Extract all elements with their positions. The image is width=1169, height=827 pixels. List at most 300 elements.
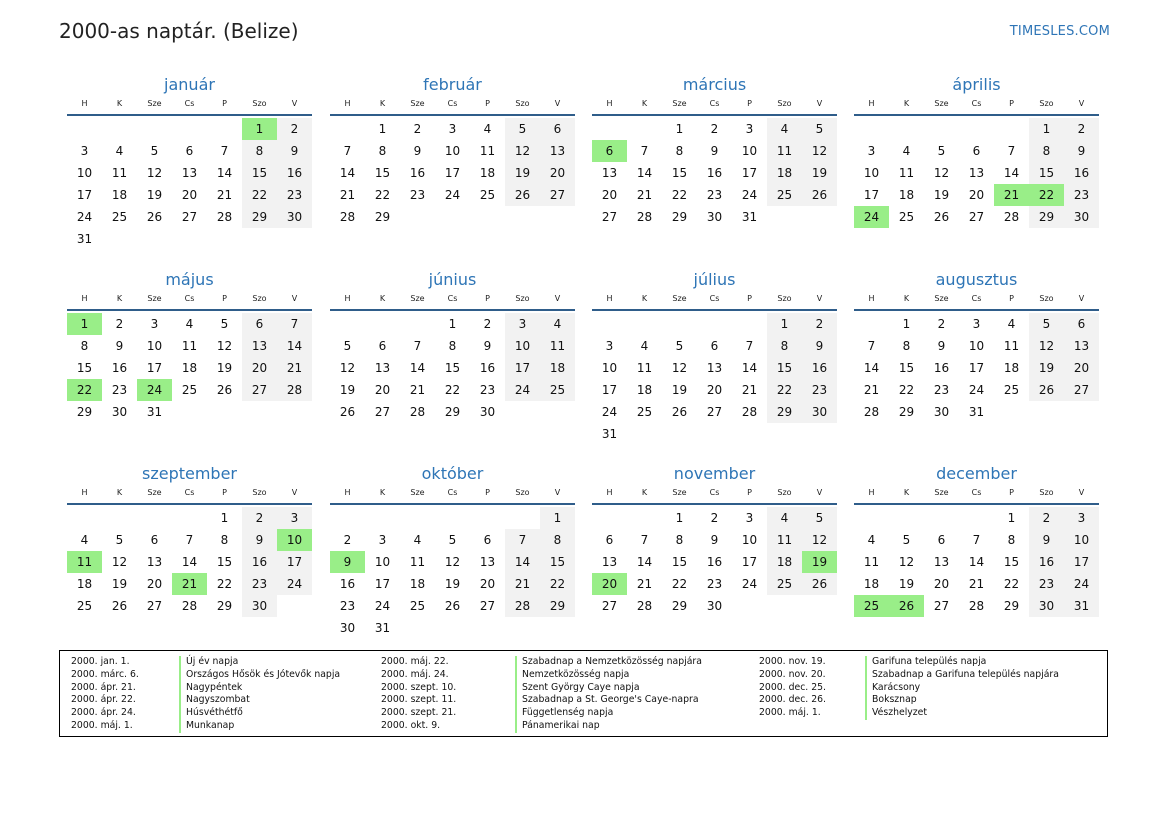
weekday-label: P	[747, 294, 752, 303]
weekday-label: Cs	[184, 99, 195, 108]
day-cell: 28	[339, 210, 356, 224]
weekday-label: Szo	[1039, 294, 1054, 303]
weekday-label: P	[222, 99, 227, 108]
day-cell: 5	[937, 144, 946, 158]
day-cell: 12	[898, 555, 915, 569]
day-cell: 4	[1007, 317, 1016, 331]
weekday-label: Szo	[252, 294, 267, 303]
day-cell: 15	[216, 555, 233, 569]
weekday-label: Szo	[777, 488, 792, 497]
empty-cell	[959, 507, 994, 529]
month-name: október	[421, 464, 484, 483]
day-cell: 6	[150, 533, 159, 547]
day-cell: 31	[741, 210, 758, 224]
weekday-label: Cs	[447, 488, 458, 497]
day-cell: 8	[675, 144, 684, 158]
day-cell: 24	[374, 599, 391, 613]
empty-cell	[592, 507, 627, 529]
brand-logo[interactable]: TIMESLES.COM	[1009, 24, 1110, 39]
weekday-label: P	[747, 99, 752, 108]
day-cell: 20	[601, 188, 618, 202]
month-2	[330, 74, 575, 228]
weekday-label: Cs	[184, 294, 195, 303]
day-cell: 14	[636, 166, 653, 180]
empty-cell	[994, 118, 1029, 140]
day-cell: 9	[242, 529, 277, 551]
legend-date: 2000. dec. 25.	[759, 681, 826, 693]
day-cell: 8	[220, 533, 229, 547]
day-cell: 14	[277, 335, 312, 357]
day-cell: 25	[181, 383, 198, 397]
day-cell: 3	[605, 339, 614, 353]
day-cell: 17	[76, 188, 93, 202]
weekday-label: Cs	[709, 294, 720, 303]
day-cell: 6	[242, 313, 277, 335]
empty-cell	[67, 118, 102, 140]
day-cell: 27	[601, 599, 618, 613]
weekday-label: Cs	[447, 99, 458, 108]
day-cell: 12	[111, 555, 128, 569]
weekday-label: P	[1009, 488, 1014, 497]
day-cell: 1	[767, 313, 802, 335]
day-cell: 11	[181, 339, 198, 353]
day-grid	[854, 116, 1099, 228]
day-cell: 9	[1064, 140, 1099, 162]
day-cell: 10	[444, 144, 461, 158]
month-6	[330, 269, 575, 423]
day-cell: 6	[972, 144, 981, 158]
day-cell: 23	[242, 573, 277, 595]
weekday-label: Sze	[934, 294, 949, 303]
weekday-header	[854, 98, 1099, 116]
weekday-header	[854, 487, 1099, 505]
day-cell: 3	[745, 122, 754, 136]
weekday-header	[592, 98, 837, 116]
day-cell: 25	[479, 188, 496, 202]
month-name: június	[428, 270, 477, 289]
day-cell: 23	[339, 599, 356, 613]
day-cell: 22	[1003, 577, 1020, 591]
legend-names-column	[865, 656, 1059, 720]
day-cell: 2	[413, 122, 422, 136]
day-cell: 11	[1003, 339, 1020, 353]
legend-date: 2000. okt. 9.	[381, 719, 441, 731]
day-cell: 30	[479, 405, 496, 419]
day-cell: 10	[1064, 529, 1099, 551]
weekday-header	[330, 293, 575, 311]
day-cell: 15	[374, 166, 391, 180]
legend-holiday-name: Nagyszombat	[179, 694, 340, 707]
month-name: szeptember	[141, 464, 237, 483]
weekday-label: P	[485, 488, 490, 497]
day-cell: 26	[111, 599, 128, 613]
empty-cell	[172, 118, 207, 140]
day-cell: 17	[601, 383, 618, 397]
day-cell: 4	[540, 313, 575, 335]
day-cell: 28	[968, 599, 985, 613]
empty-cell	[627, 507, 662, 529]
day-grid	[592, 311, 837, 445]
holiday-day-cell: 11	[67, 551, 102, 573]
day-cell: 18	[767, 162, 802, 184]
day-cell: 4	[640, 339, 649, 353]
day-cell: 26	[339, 405, 356, 419]
day-cell: 23	[933, 383, 950, 397]
day-cell: 12	[216, 339, 233, 353]
day-cell: 10	[863, 166, 880, 180]
day-cell: 23	[409, 188, 426, 202]
day-cell: 18	[1003, 361, 1020, 375]
day-cell: 30	[1029, 595, 1064, 617]
month-3	[592, 74, 837, 228]
day-cell: 20	[1064, 357, 1099, 379]
weekday-label: H	[344, 294, 351, 303]
day-cell: 3	[448, 122, 457, 136]
day-cell: 29	[1003, 599, 1020, 613]
day-cell: 30	[111, 405, 128, 419]
holiday-day-cell: 22	[67, 379, 102, 401]
day-cell: 28	[409, 405, 426, 419]
day-cell: 14	[636, 555, 653, 569]
day-cell: 17	[444, 166, 461, 180]
empty-cell	[924, 118, 959, 140]
day-cell: 9	[277, 140, 312, 162]
day-cell: 12	[1029, 335, 1064, 357]
holiday-day-cell: 21	[172, 573, 207, 595]
day-cell: 11	[767, 529, 802, 551]
day-cell: 9	[115, 339, 124, 353]
day-cell: 13	[374, 361, 391, 375]
day-cell: 21	[505, 573, 540, 595]
day-cell: 30	[802, 401, 837, 423]
day-cell: 8	[1029, 140, 1064, 162]
day-cell: 18	[76, 577, 93, 591]
weekday-label: Sze	[410, 294, 425, 303]
day-cell: 26	[933, 210, 950, 224]
weekday-label: K	[116, 488, 123, 497]
day-cell: 1	[675, 511, 684, 525]
day-cell: 21	[277, 357, 312, 379]
day-cell: 25	[1003, 383, 1020, 397]
day-cell: 21	[636, 577, 653, 591]
empty-cell	[330, 118, 365, 140]
day-cell: 13	[146, 555, 163, 569]
empty-cell	[137, 118, 172, 140]
legend-holiday-name: Országos Hősök és Jótevők napja	[179, 669, 340, 682]
day-cell: 29	[671, 210, 688, 224]
day-cell: 27	[242, 379, 277, 401]
day-cell: 15	[242, 162, 277, 184]
day-cell: 25	[898, 210, 915, 224]
weekday-header	[592, 293, 837, 311]
day-cell: 19	[111, 577, 128, 591]
weekday-label: V	[1078, 99, 1085, 108]
day-cell: 4	[413, 533, 422, 547]
day-cell: 8	[540, 529, 575, 551]
legend-date: 2000. máj. 1.	[71, 719, 133, 731]
day-cell: 30	[933, 405, 950, 419]
day-grid	[854, 505, 1099, 617]
day-cell: 15	[898, 361, 915, 375]
day-cell: 8	[242, 140, 277, 162]
day-cell: 16	[479, 361, 496, 375]
day-cell: 29	[76, 405, 93, 419]
weekday-header	[854, 293, 1099, 311]
day-cell: 5	[220, 317, 229, 331]
empty-cell	[102, 507, 137, 529]
day-cell: 1	[378, 122, 387, 136]
day-cell: 11	[409, 555, 426, 569]
weekday-label: P	[222, 488, 227, 497]
weekday-label: P	[747, 488, 752, 497]
day-cell: 2	[483, 317, 492, 331]
day-cell: 29	[1029, 206, 1064, 228]
day-cell: 20	[540, 162, 575, 184]
day-cell: 5	[802, 507, 837, 529]
day-cell: 8	[902, 339, 911, 353]
month-name: augusztus	[935, 270, 1018, 289]
day-cell: 3	[972, 317, 981, 331]
weekday-label: V	[816, 488, 823, 497]
day-cell: 22	[216, 577, 233, 591]
legend-date: 2000. szept. 21.	[381, 707, 457, 719]
day-cell: 18	[479, 166, 496, 180]
day-cell: 16	[706, 166, 723, 180]
weekday-label: P	[1009, 99, 1014, 108]
day-cell: 19	[216, 361, 233, 375]
weekday-label: V	[554, 488, 561, 497]
day-cell: 21	[216, 188, 233, 202]
weekday-label: Szo	[515, 99, 530, 108]
weekday-label: Szo	[777, 99, 792, 108]
day-cell: 10	[146, 339, 163, 353]
legend-date: 2000. jan. 1.	[71, 656, 130, 667]
weekday-label: Szo	[777, 294, 792, 303]
day-cell: 9	[483, 339, 492, 353]
day-cell: 10	[601, 361, 618, 375]
weekday-header	[67, 293, 312, 311]
day-cell: 21	[339, 188, 356, 202]
weekday-label: Cs	[971, 99, 982, 108]
day-cell: 7	[343, 144, 352, 158]
day-cell: 19	[339, 383, 356, 397]
empty-cell	[470, 507, 505, 529]
weekday-header	[67, 487, 312, 505]
weekday-label: V	[554, 99, 561, 108]
weekday-label: K	[379, 99, 386, 108]
holiday-day-cell: 9	[330, 551, 365, 573]
weekday-label: Cs	[709, 488, 720, 497]
holiday-day-cell: 24	[854, 206, 889, 228]
day-cell: 20	[706, 383, 723, 397]
day-cell: 2	[937, 317, 946, 331]
month-12	[854, 463, 1099, 617]
day-cell: 16	[111, 361, 128, 375]
day-cell: 16	[409, 166, 426, 180]
empty-cell	[592, 118, 627, 140]
day-cell: 28	[636, 599, 653, 613]
day-cell: 22	[540, 573, 575, 595]
day-cell: 2	[343, 533, 352, 547]
day-cell: 14	[409, 361, 426, 375]
day-cell: 13	[968, 166, 985, 180]
day-cell: 28	[505, 595, 540, 617]
day-cell: 24	[277, 573, 312, 595]
day-cell: 15	[767, 357, 802, 379]
day-cell: 12	[444, 555, 461, 569]
day-cell: 3	[378, 533, 387, 547]
day-cell: 4	[902, 144, 911, 158]
day-cell: 6	[540, 118, 575, 140]
day-cell: 9	[710, 144, 719, 158]
weekday-label: V	[1078, 488, 1085, 497]
day-cell: 26	[146, 210, 163, 224]
day-cell: 27	[1064, 379, 1099, 401]
legend-names-column	[179, 656, 340, 733]
day-cell: 27	[181, 210, 198, 224]
day-cell: 17	[741, 166, 758, 180]
weekday-label: H	[344, 488, 351, 497]
day-cell: 2	[1064, 118, 1099, 140]
month-8	[854, 269, 1099, 423]
day-cell: 4	[185, 317, 194, 331]
day-cell: 17	[968, 361, 985, 375]
day-cell: 2	[710, 122, 719, 136]
day-cell: 18	[409, 577, 426, 591]
weekday-label: Cs	[184, 488, 195, 497]
day-cell: 31	[601, 427, 618, 441]
day-cell: 22	[767, 379, 802, 401]
day-cell: 30	[706, 210, 723, 224]
day-grid	[592, 116, 837, 228]
day-cell: 28	[277, 379, 312, 401]
empty-cell	[627, 118, 662, 140]
day-cell: 23	[1064, 184, 1099, 206]
empty-cell	[400, 313, 435, 335]
day-cell: 29	[216, 599, 233, 613]
holiday-day-cell: 21	[994, 184, 1029, 206]
empty-cell	[592, 313, 627, 335]
day-cell: 8	[378, 144, 387, 158]
legend-holiday-name: Szent György Caye napja	[515, 682, 702, 695]
day-cell: 18	[636, 383, 653, 397]
day-cell: 7	[640, 533, 649, 547]
day-cell: 13	[181, 166, 198, 180]
day-cell: 1	[220, 511, 229, 525]
legend-date: 2000. dec. 26.	[759, 694, 826, 706]
day-cell: 14	[216, 166, 233, 180]
day-cell: 31	[374, 621, 391, 635]
months-grid	[67, 74, 1107, 644]
weekday-label: Szo	[515, 488, 530, 497]
day-cell: 24	[444, 188, 461, 202]
day-cell: 9	[1029, 529, 1064, 551]
day-cell: 31	[968, 405, 985, 419]
day-cell: 30	[706, 599, 723, 613]
day-cell: 6	[710, 339, 719, 353]
day-cell: 18	[111, 188, 128, 202]
day-cell: 8	[1007, 533, 1016, 547]
day-cell: 1	[902, 317, 911, 331]
day-cell: 19	[933, 188, 950, 202]
month-11	[592, 463, 837, 617]
day-cell: 29	[242, 206, 277, 228]
legend-date: 2000. nov. 19.	[759, 656, 826, 667]
holiday-day-cell: 24	[137, 379, 172, 401]
weekday-label: V	[554, 294, 561, 303]
day-cell: 22	[444, 383, 461, 397]
day-cell: 5	[343, 339, 352, 353]
day-cell: 19	[802, 162, 837, 184]
legend-date: 2000. nov. 20.	[759, 668, 826, 680]
legend-names-column	[515, 656, 702, 733]
month-9	[67, 463, 312, 617]
day-cell: 13	[479, 555, 496, 569]
day-cell: 11	[479, 144, 496, 158]
day-cell: 14	[1003, 166, 1020, 180]
legend-dates-column	[71, 656, 139, 733]
day-cell: 31	[146, 405, 163, 419]
weekday-label: H	[81, 294, 88, 303]
legend-date: 2000. ápr. 22.	[71, 694, 136, 706]
weekday-label: Cs	[709, 99, 720, 108]
weekday-label: Sze	[672, 99, 687, 108]
weekday-label: V	[1078, 294, 1085, 303]
month-7	[592, 269, 837, 445]
day-cell: 8	[448, 339, 457, 353]
day-cell: 27	[933, 599, 950, 613]
day-cell: 11	[767, 140, 802, 162]
day-cell: 18	[767, 551, 802, 573]
day-cell: 26	[802, 573, 837, 595]
weekday-label: Szo	[515, 294, 530, 303]
day-cell: 15	[1029, 162, 1064, 184]
day-cell: 29	[444, 405, 461, 419]
weekday-label: V	[816, 294, 823, 303]
empty-cell	[889, 507, 924, 529]
day-cell: 10	[374, 555, 391, 569]
day-cell: 25	[111, 210, 128, 224]
day-cell: 29	[540, 595, 575, 617]
weekday-label: H	[868, 294, 875, 303]
legend-dates-column	[381, 656, 456, 733]
day-cell: 24	[1064, 573, 1099, 595]
weekday-label: H	[868, 488, 875, 497]
legend-holiday-name: Pánamerikai nap	[515, 720, 702, 733]
day-cell: 7	[972, 533, 981, 547]
legend-holiday-name: Garifuna település napja	[865, 656, 1059, 669]
day-grid	[592, 505, 837, 617]
day-cell: 29	[767, 401, 802, 423]
day-cell: 10	[741, 533, 758, 547]
day-cell: 17	[277, 551, 312, 573]
holiday-day-cell: 20	[592, 573, 627, 595]
day-cell: 17	[863, 188, 880, 202]
day-cell: 22	[671, 577, 688, 591]
day-cell: 3	[745, 511, 754, 525]
holiday-day-cell: 6	[592, 140, 627, 162]
month-1	[67, 74, 312, 250]
day-cell: 29	[671, 599, 688, 613]
month-name: március	[682, 75, 747, 94]
day-cell: 26	[671, 405, 688, 419]
month-5	[67, 269, 312, 423]
day-cell: 18	[540, 357, 575, 379]
day-cell: 12	[933, 166, 950, 180]
empty-cell	[889, 118, 924, 140]
day-cell: 20	[479, 577, 496, 591]
day-cell: 1	[675, 122, 684, 136]
